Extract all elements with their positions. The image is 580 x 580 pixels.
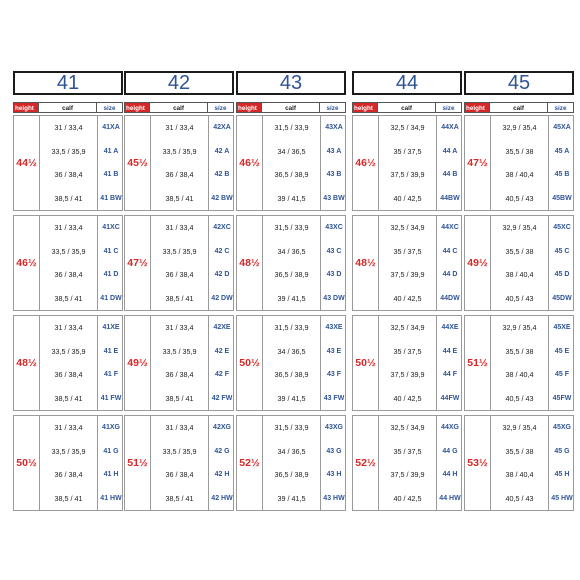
calf-range: 34 / 36,5: [263, 340, 321, 364]
calf-range: 40 / 42,5: [379, 287, 437, 311]
calf-range: 40,5 / 43: [491, 187, 549, 211]
calf-range: 38,5 / 41: [40, 387, 98, 411]
height-block: [464, 415, 574, 511]
calf-range: 31 / 33,4: [151, 216, 209, 240]
calf-range: 36 / 38,4: [40, 263, 98, 287]
size-code: 43 H: [326, 471, 342, 479]
calf-range: 31 / 33,4: [40, 316, 98, 340]
calf-range: 33,5 / 35,9: [40, 240, 98, 264]
column-header-row: [464, 102, 574, 113]
size-code: 41 C: [103, 247, 119, 255]
height-value: 47½: [465, 116, 491, 210]
height-value: 44½: [14, 116, 40, 210]
size-title: 43: [236, 71, 346, 95]
size-code: 41XC: [102, 224, 120, 232]
size-code: 44 E: [442, 347, 458, 355]
size-code: 42 A: [214, 147, 230, 155]
height-value: 47½: [125, 216, 151, 310]
calf-range: 33,5 / 35,9: [40, 340, 98, 364]
size-code: 43 B: [326, 171, 342, 179]
calf-range: 36 / 38,4: [151, 163, 209, 187]
size-code: 45 E: [554, 347, 570, 355]
size-code: 43 DW: [323, 294, 345, 302]
size-code: 45XE: [553, 324, 571, 332]
calf-range: 35,5 / 38: [491, 240, 549, 264]
calf-range: 31,5 / 33,9: [263, 116, 321, 140]
size-code: 44FW: [440, 394, 460, 402]
calf-range: 32,5 / 34,9: [379, 116, 437, 140]
calf-range: 38,5 / 41: [40, 287, 98, 311]
size-code: 44 G: [442, 447, 458, 455]
calf-range: 35,5 / 38: [491, 440, 549, 464]
size-code: 45XG: [553, 424, 571, 432]
calf-range: 36,5 / 38,9: [263, 263, 321, 287]
height-value: 46½: [237, 116, 263, 210]
size-code: 42XC: [213, 224, 231, 232]
size-code: 41 BW: [100, 194, 122, 202]
calf-range: 35 / 37,5: [379, 140, 437, 164]
calf-range: 40 / 42,5: [379, 187, 437, 211]
height-block: [236, 415, 346, 511]
calf-range: 40,5 / 43: [491, 387, 549, 411]
size-code: 42 D: [214, 271, 230, 279]
size-code: 43 HW: [323, 494, 345, 502]
size-header: size: [436, 102, 462, 113]
size-code: 41 H: [103, 471, 119, 479]
height-value: 53½: [465, 416, 491, 510]
calf-header: calf: [39, 102, 97, 113]
size-code: 41XA: [102, 124, 120, 132]
height-block: [464, 315, 574, 411]
calf-range: 32,5 / 34,9: [379, 316, 437, 340]
calf-range: 31 / 33,4: [151, 316, 209, 340]
column-header-row: [236, 102, 346, 113]
size-code: 44 D: [442, 271, 458, 279]
height-block: [124, 315, 234, 411]
size-code: 41 HW: [100, 494, 122, 502]
size-code: 41 E: [103, 347, 119, 355]
size-code: 43 FW: [323, 394, 345, 402]
calf-range: 32,5 / 34,9: [379, 416, 437, 440]
height-block: [464, 115, 574, 211]
height-value: 48½: [14, 316, 40, 410]
calf-range: 33,5 / 35,9: [40, 140, 98, 164]
height-block: [236, 315, 346, 411]
calf-header: calf: [262, 102, 320, 113]
calf-range: 32,9 / 35,4: [491, 216, 549, 240]
calf-range: 37,5 / 39,9: [379, 363, 437, 387]
calf-range: 32,9 / 35,4: [491, 116, 549, 140]
size-code: 44 A: [442, 147, 458, 155]
size-code: 45 HW: [551, 494, 573, 502]
calf-range: 36 / 38,4: [40, 363, 98, 387]
calf-range: 35 / 37,5: [379, 240, 437, 264]
height-header: height: [236, 102, 262, 113]
calf-range: 33,5 / 35,9: [151, 340, 209, 364]
size-code: 45DW: [552, 294, 572, 302]
calf-range: 31 / 33,4: [40, 416, 98, 440]
height-block: [236, 115, 346, 211]
calf-range: 40,5 / 43: [491, 487, 549, 511]
calf-range: 31,5 / 33,9: [263, 416, 321, 440]
size-header: size: [320, 102, 346, 113]
size-code: 42 H: [214, 471, 230, 479]
size-code: 44XE: [441, 324, 459, 332]
height-block: [352, 315, 462, 411]
calf-range: 31 / 33,4: [151, 116, 209, 140]
calf-range: 34 / 36,5: [263, 140, 321, 164]
size-column-45: [464, 71, 574, 511]
size-code: 42 BW: [211, 194, 233, 202]
size-code: 42 HW: [211, 494, 233, 502]
height-block: [464, 215, 574, 311]
size-code: 43XE: [325, 324, 343, 332]
size-code: 45 C: [554, 247, 570, 255]
calf-range: 36 / 38,4: [40, 163, 98, 187]
size-code: 43XG: [325, 424, 343, 432]
calf-range: 32,5 / 34,9: [379, 216, 437, 240]
size-code: 45FW: [552, 394, 572, 402]
size-column-42: [124, 71, 234, 511]
calf-range: 35,5 / 38: [491, 340, 549, 364]
size-header: size: [208, 102, 234, 113]
size-code: 43XC: [325, 224, 343, 232]
calf-range: 40 / 42,5: [379, 387, 437, 411]
column-header-row: [124, 102, 234, 113]
calf-range: 35 / 37,5: [379, 440, 437, 464]
calf-range: 33,5 / 35,9: [151, 140, 209, 164]
height-value: 46½: [14, 216, 40, 310]
height-value: 48½: [237, 216, 263, 310]
size-code: 42 B: [214, 171, 230, 179]
height-block: [352, 115, 462, 211]
size-code: 41 FW: [100, 394, 122, 402]
calf-range: 38,5 / 41: [151, 387, 209, 411]
size-code: 41 A: [103, 147, 119, 155]
calf-range: 32,9 / 35,4: [491, 416, 549, 440]
size-code: 45XA: [553, 124, 571, 132]
calf-header: calf: [490, 102, 548, 113]
calf-range: 31 / 33,4: [40, 216, 98, 240]
size-code: 44XC: [441, 224, 459, 232]
calf-range: 39 / 41,5: [263, 187, 321, 211]
size-code: 44DW: [440, 294, 460, 302]
size-code: 45 B: [554, 171, 570, 179]
calf-range: 32,9 / 35,4: [491, 316, 549, 340]
height-value: 52½: [237, 416, 263, 510]
size-code: 41 D: [103, 271, 119, 279]
size-code: 43XA: [325, 124, 343, 132]
size-code: 42XG: [213, 424, 231, 432]
calf-range: 31 / 33,4: [40, 116, 98, 140]
height-block: [13, 315, 123, 411]
column-header-row: [352, 102, 462, 113]
height-header: height: [124, 102, 150, 113]
calf-range: 38,5 / 41: [40, 187, 98, 211]
size-title: 41: [13, 71, 123, 95]
height-value: 45½: [125, 116, 151, 210]
calf-range: 36 / 38,4: [151, 463, 209, 487]
size-code: 43 G: [326, 447, 342, 455]
size-column-41: [13, 71, 123, 511]
calf-range: 35 / 37,5: [379, 340, 437, 364]
size-code: 41XE: [102, 324, 120, 332]
height-value: 50½: [353, 316, 379, 410]
height-value: 50½: [14, 416, 40, 510]
size-code: 45 H: [554, 471, 570, 479]
calf-range: 36,5 / 38,9: [263, 463, 321, 487]
size-code: 44BW: [440, 194, 460, 202]
calf-range: 35,5 / 38: [491, 140, 549, 164]
calf-range: 37,5 / 39,9: [379, 463, 437, 487]
size-code: 43 E: [326, 347, 342, 355]
size-code: 44XG: [441, 424, 459, 432]
height-block: [13, 215, 123, 311]
calf-range: 36 / 38,4: [151, 263, 209, 287]
calf-range: 38 / 40,4: [491, 163, 549, 187]
calf-range: 37,5 / 39,9: [379, 163, 437, 187]
height-value: 51½: [465, 316, 491, 410]
size-code: 45XC: [553, 224, 571, 232]
size-title: 42: [124, 71, 234, 95]
height-value: 46½: [353, 116, 379, 210]
calf-range: 33,5 / 35,9: [151, 440, 209, 464]
size-code: 44 HW: [439, 494, 461, 502]
calf-range: 36,5 / 38,9: [263, 363, 321, 387]
size-code: 45BW: [552, 194, 572, 202]
size-code: 43 A: [326, 147, 342, 155]
calf-range: 31,5 / 33,9: [263, 216, 321, 240]
size-code: 42 E: [214, 347, 230, 355]
size-code: 42 DW: [211, 294, 233, 302]
size-code: 43 F: [326, 371, 341, 379]
calf-header: calf: [150, 102, 208, 113]
size-code: 44 F: [442, 371, 457, 379]
calf-range: 33,5 / 35,9: [151, 240, 209, 264]
height-value: 49½: [465, 216, 491, 310]
size-code: 42XE: [213, 324, 231, 332]
calf-range: 38,5 / 41: [151, 287, 209, 311]
calf-range: 38,5 / 41: [151, 487, 209, 511]
calf-range: 36 / 38,4: [40, 463, 98, 487]
calf-range: 39 / 41,5: [263, 487, 321, 511]
size-code: 42 C: [214, 247, 230, 255]
size-header: size: [97, 102, 123, 113]
size-code: 42XA: [213, 124, 231, 132]
calf-range: 38,5 / 41: [151, 187, 209, 211]
calf-range: 37,5 / 39,9: [379, 263, 437, 287]
size-code: 43 C: [326, 247, 342, 255]
size-code: 42 G: [214, 447, 230, 455]
size-code: 44XA: [441, 124, 459, 132]
size-code: 45 A: [554, 147, 570, 155]
size-code: 41 B: [103, 171, 119, 179]
size-code: 45 F: [554, 371, 569, 379]
size-code: 41 DW: [100, 294, 122, 302]
height-block: [352, 215, 462, 311]
height-header: height: [464, 102, 490, 113]
height-block: [13, 415, 123, 511]
calf-range: 38,5 / 41: [40, 487, 98, 511]
calf-range: 31,5 / 33,9: [263, 316, 321, 340]
calf-range: 38 / 40,4: [491, 463, 549, 487]
calf-range: 39 / 41,5: [263, 287, 321, 311]
height-value: 48½: [353, 216, 379, 310]
calf-header: calf: [378, 102, 436, 113]
size-header: size: [548, 102, 574, 113]
size-code: 43 BW: [323, 194, 345, 202]
size-code: 44 H: [442, 471, 458, 479]
column-header-row: [13, 102, 123, 113]
height-block: [13, 115, 123, 211]
height-value: 49½: [125, 316, 151, 410]
size-code: 41 F: [103, 371, 118, 379]
size-code: 42 FW: [211, 394, 233, 402]
calf-range: 34 / 36,5: [263, 240, 321, 264]
calf-range: 40,5 / 43: [491, 287, 549, 311]
calf-range: 33,5 / 35,9: [40, 440, 98, 464]
size-code: 44 C: [442, 247, 458, 255]
size-code: 44 B: [442, 171, 458, 179]
height-block: [124, 415, 234, 511]
size-code: 41 G: [103, 447, 119, 455]
calf-range: 31 / 33,4: [151, 416, 209, 440]
size-code: 41XG: [102, 424, 120, 432]
calf-range: 39 / 41,5: [263, 387, 321, 411]
height-header: height: [13, 102, 39, 113]
size-title: 44: [352, 71, 462, 95]
calf-range: 38 / 40,4: [491, 363, 549, 387]
height-value: 51½: [125, 416, 151, 510]
height-value: 50½: [237, 316, 263, 410]
calf-range: 34 / 36,5: [263, 440, 321, 464]
size-code: 43 D: [326, 271, 342, 279]
calf-range: 36 / 38,4: [151, 363, 209, 387]
calf-range: 36,5 / 38,9: [263, 163, 321, 187]
size-code: 42 F: [214, 371, 229, 379]
height-header: height: [352, 102, 378, 113]
calf-range: 40 / 42,5: [379, 487, 437, 511]
size-code: 45 D: [554, 271, 570, 279]
height-block: [124, 215, 234, 311]
size-column-44: [352, 71, 462, 511]
calf-range: 38 / 40,4: [491, 263, 549, 287]
height-value: 52½: [353, 416, 379, 510]
height-block: [236, 215, 346, 311]
height-block: [352, 415, 462, 511]
height-block: [124, 115, 234, 211]
size-title: 45: [464, 71, 574, 95]
size-code: 45 G: [554, 447, 570, 455]
size-column-43: [236, 71, 346, 511]
